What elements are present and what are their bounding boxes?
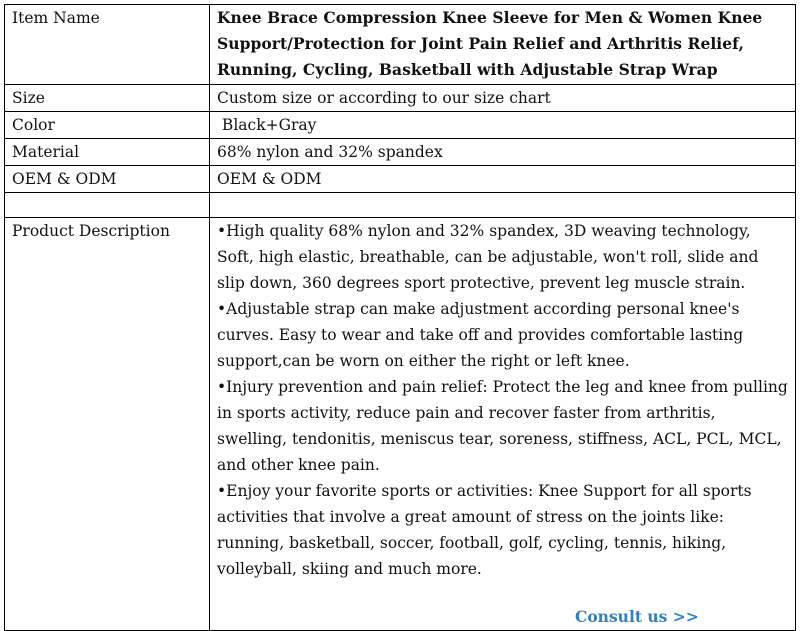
consult-us-link[interactable]: Consult us >>: [575, 607, 699, 626]
product-title: Knee Brace Compression Knee Sleeve for Men & Women Knee Support/Protection for Joint Pain Relief and Arthritis Relief, Running, Cycling, Basketball with Adjustable Strap Wrap: [217, 8, 763, 80]
empty-cell-right: [210, 193, 796, 218]
material-label: Material: [5, 139, 210, 166]
table-row-size: [5, 85, 796, 112]
description-label: Product Description: [5, 218, 210, 631]
material-value: 68% nylon and 32% spandex: [210, 139, 796, 166]
table-row-color: [5, 112, 796, 139]
description-value: [210, 218, 796, 631]
table-row-description: [5, 218, 796, 631]
color-value: Black+Gray: [210, 112, 796, 139]
description-bullet: •Injury prevention and pain relief: Protect the leg and knee from pulling in sports activity, reduce pain and recover faster from arthritis, swelling, tendonitis, meniscus tear, soreness, stiffness, ACL, PCL, MCL, and other knee pain.: [217, 378, 788, 474]
table-row-material: [5, 139, 796, 166]
description-bullet: •Enjoy your favorite sports or activities: Knee Support for all sports activities that involve a great amount of stress on the joints like: running, basketball, soccer, football, golf, cycling, tennis, hiking, volleyball, skiing and much more.: [217, 482, 752, 578]
oem-value: OEM & ODM: [210, 166, 796, 193]
item-name-label: Item Name: [5, 5, 210, 85]
empty-cell-left: [5, 193, 210, 218]
description-bullet: •Adjustable strap can make adjustment according personal knee's curves. Easy to wear and take off and provides comfortable lasting support,can be worn on either the right or left knee.: [217, 300, 744, 370]
table-row-empty: [5, 193, 796, 218]
size-label: Size: [5, 85, 210, 112]
table-row-oem: [5, 166, 796, 193]
table-row-item-name: [5, 5, 796, 85]
item-name-value: [210, 5, 796, 85]
oem-label: OEM & ODM: [5, 166, 210, 193]
size-value: Custom size or according to our size chart: [210, 85, 796, 112]
color-label: Color: [5, 112, 210, 139]
product-spec-table: [4, 4, 796, 631]
description-bullet: •High quality 68% nylon and 32% spandex, 3D weaving technology, Soft, high elastic, breathable, can be adjustable, won't roll, slide and slip down, 360 degrees sport protective, prevent leg muscle strain.: [217, 222, 759, 292]
